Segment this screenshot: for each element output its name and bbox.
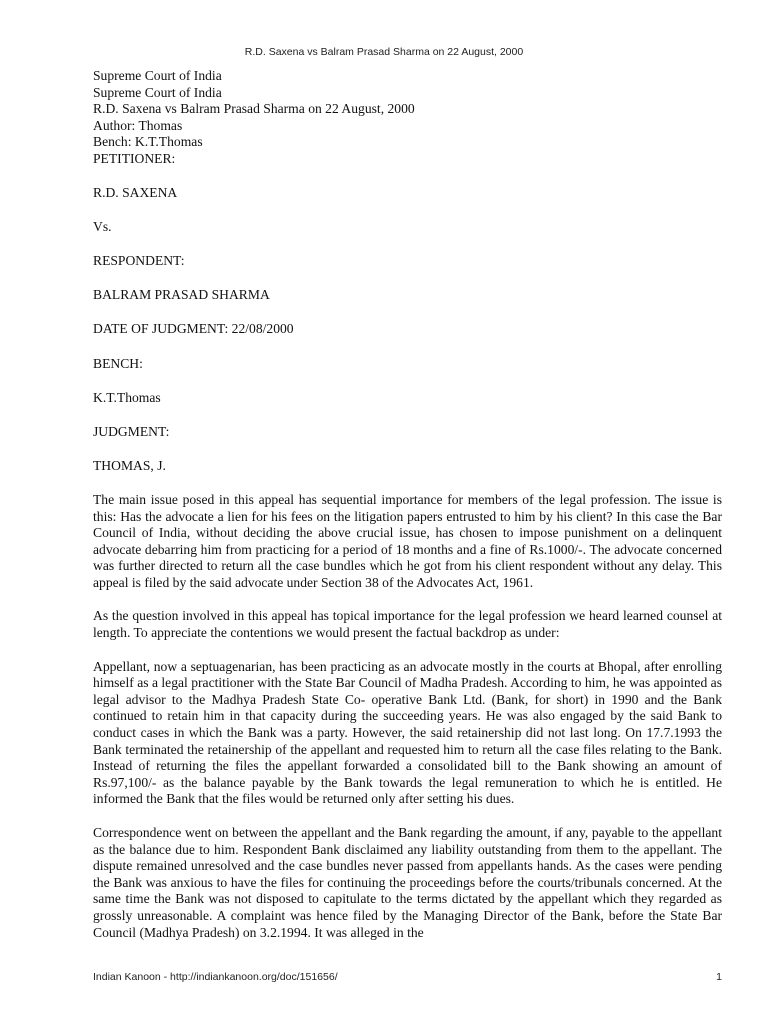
court-name-repeat: Supreme Court of India: [93, 84, 222, 100]
author-line: Author: Thomas: [93, 117, 183, 133]
judge-name: THOMAS, J.: [93, 457, 166, 473]
bench-label: BENCH:: [93, 355, 143, 371]
case-header: [93, 68, 722, 168]
page-number: 1: [716, 971, 722, 983]
respondent-label: RESPONDENT:: [93, 253, 185, 269]
judgment-label: JUDGMENT:: [93, 423, 170, 439]
paragraph-3: Appellant, now a septuagenarian, has been practicing as an advocate mostly in the courts at Bhopal, after enrolling himself as a legal practitioner with the State Bar Council of Madha Pradesh. According to him, he was appointed as legal advisor to the Madhya Pradesh State Co- operative Bank Ltd. (Bank, for short) in 1990 and the Bank continued to retain him in that capacity during the succeeding years. He was also engaged by the said Bank to conduct cases in which the Bank was a party. However, the said retainership did not last long. On 17.7.1993 the Bank terminated the retainership of the appellant and requested him to return all the case files relating to the Bank. Instead of returning the files the appellant forwarded a consolidated bill to the Bank showing an amount of Rs.97,100/- as the balance payable by the Bank towards the legal remuneration to which he is entitled. He informed the Bank that the files would be returned only after setting his dues.: [93, 658, 722, 807]
running-header: R.D. Saxena vs Balram Prasad Sharma on 22 August, 2000: [244, 46, 524, 58]
judgment-date: DATE OF JUDGMENT: 22/08/2000: [93, 321, 294, 337]
paragraph-1: The main issue posed in this appeal has sequential importance for members of the legal profession. The issue is this: Has the advocate a lien for his fees on the litigation papers entrusted to him by his client? In this case the Bar Council of India, without deciding the above crucial issue, has chosen to impose punishment on a delinquent advocate debarring him from practicing for a period of 18 months and a fine of Rs.1000/-. The advocate concerned was further directed to return all the case bundles which he got from his client respondent without any delay. This appeal is filed by the said advocate under Section 38 of the Advocates Act, 1961.: [93, 491, 722, 590]
petitioner-label: PETITIONER:: [93, 150, 176, 166]
petitioner-name: R.D. SAXENA: [93, 185, 178, 201]
document-body: [93, 68, 722, 958]
footer-source-link[interactable]: Indian Kanoon - http://indiankanoon.org/doc/151656/: [93, 971, 338, 983]
bench-judge: K.T.Thomas: [93, 389, 161, 405]
versus-text: Vs.: [93, 219, 112, 235]
bench-line: Bench: K.T.Thomas: [93, 134, 203, 150]
paragraph-4: Correspondence went on between the appellant and the Bank regarding the amount, if any, payable to the appellant as the balance due to him. Respondent Bank disclaimed any liability outstanding from them to the appellant. The dispute remained unresolved and the case bundles never passed from appellants hands. As the cases were pending the Bank was anxious to have the files for continuing the proceedings before the courts/tribunals concerned. At the same time the Bank was not disposed to capitulate to the terms dictated by the appellant which they regarded as grossly unreasonable. A complaint was hence filed by the Managing Director of the Bank, before the State Bar Council (Madhya Pradesh) on 3.2.1994. It was alleged in the: [93, 825, 722, 940]
respondent-name: BALRAM PRASAD SHARMA: [93, 287, 270, 303]
court-name: Supreme Court of India: [93, 68, 222, 83]
case-title: R.D. Saxena vs Balram Prasad Sharma on 22 August, 2000: [93, 101, 415, 117]
paragraph-2: As the question involved in this appeal has topical importance for the legal profession we heard learned counsel at length. To appreciate the contentions we would present the factual backdrop as under:: [93, 608, 722, 641]
